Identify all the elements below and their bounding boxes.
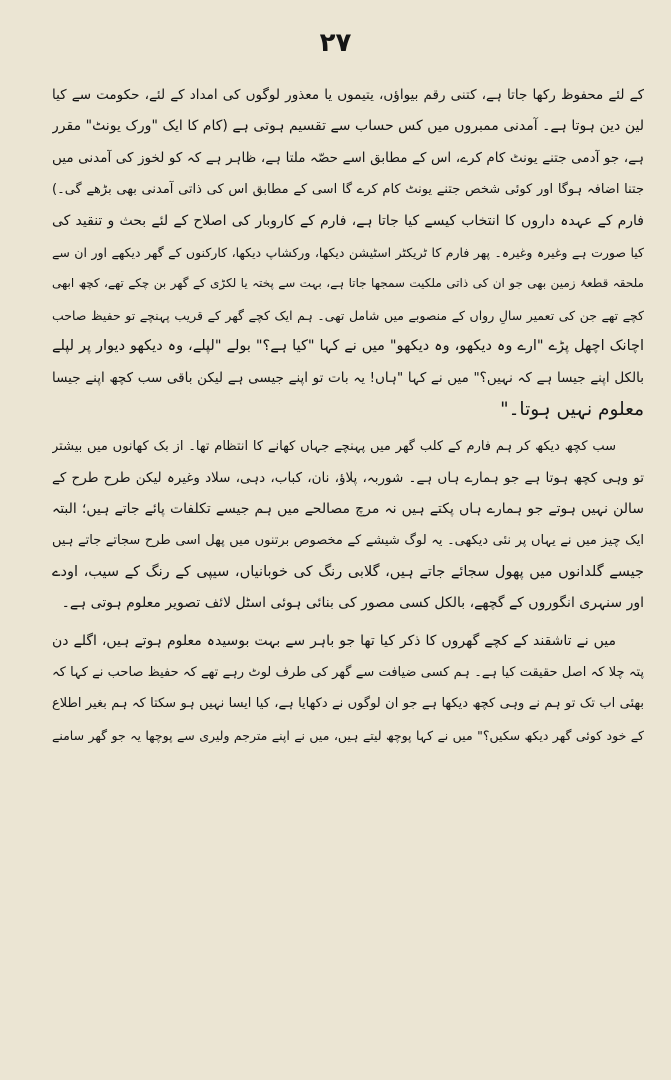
text-line: فارم کے عہدہ داروں کا انتخاب کیسے کیا جاتا ہے، فارم کے کاروبار کی اصلاح کے لئے بحث و تنقید کی — [52, 212, 644, 229]
text-line: کچے تھے جن کی تعمیر سالِ رواں کے منصوبے میں شامل تھی۔ ہم ایک کچے گھر کے قریب پہنچے تو حفیظ صاحب — [52, 307, 644, 323]
text-line: ایک چیز میں نے یہاں پر نئی دیکھی۔ یہ لوگ شیشے کے مخصوص برتنوں میں پھل اسی طرح سجاتے جاتے ہیں — [52, 533, 644, 549]
paragraph — [52, 431, 644, 619]
text-line: سب کچھ دیکھ کر ہم فارم کے کلب گھر میں پہنچے جہاں کھانے کا انتظام تھا۔ از بک کھانوں میں بیشتر — [52, 439, 616, 455]
text-line: سالن نہیں ہوتے جو ہمارے ہاں پکتے ہیں نہ مرچ مصالحے میں ہم جیسے تکلفات پائے جاتے ہیں؛ البتہ — [52, 501, 644, 518]
text-line: لین دین ہوتا ہے۔ آمدنی ممبروں میں کس حساب سے تقسیم ہوتی ہے (کام کا ایک "ورک یونٹ" مقرر — [52, 118, 644, 135]
page-body — [52, 80, 644, 751]
text-line: جتنا اضافہ ہوگا اور کوئی شخص جتنے یونٹ کام کرے گا اسی کے مطابق اس کی ذاتی آمدنی بھی بڑھے گی۔) — [52, 182, 644, 198]
page-number: ۲۷ — [319, 28, 352, 58]
text-line: تو وہی کچھ ہوتا ہے جو ہمارے ہاں ہے۔ شوربہ، پلاؤ، نان، کباب، دہی، سلاد وغیرہ لیکن طرح طرح کے — [52, 469, 644, 486]
text-line: اچانک اچھل پڑے "ارے وہ دیکھو، وہ دیکھو" میں نے کہا "کیا ہے؟" بولے "لپلے، وہ دیکھو دیوار پر لپلے — [52, 338, 644, 355]
text-line: اور سنہری انگوروں کے گچھے، بالکل کسی مصور کی بنائی ہوئی اسٹل لائف تصویر معلوم ہوتی ہے۔ — [61, 595, 644, 612]
text-line: بھئی اب تک تو ہم نے وہی کچھ دیکھا ہے جو ان لوگوں نے دکھایا ہے، کیا ایسا نہیں ہو سکتا کہ ہم بغیر اطلاع — [52, 696, 644, 712]
text-line: کیا صورت ہے وغیرہ وغیرہ۔ پھر فارم کا ٹریکٹر اسٹیشن دیکھا، ورکشاپ دیکھا، کارکنوں کے گھر دیکھے اور ان سے — [52, 244, 644, 260]
text-line: کے خود کوئی گھر دیکھ سکیں؟" میں نے کہا پوچھ لیتے ہیں، میں نے اپنے مترجم ولیری سے پوچھا یہ جو گھر سامنے — [52, 727, 644, 743]
text-line: ہے، جو آدمی جتنے یونٹ کام کرے، اس کے مطابق اسے حصّہ ملتا ہے، ظاہر ہے کہ کو لخوز کی آمدنی میں — [52, 149, 644, 166]
text-line: ملحقہ قطعۂ زمین بھی جو ان کی ذاتی ملکیت سمجھا جاتا ہے، بہت سے پختہ یا لکڑی کے گھر بن چکے تھے، کچھ ابھی — [52, 276, 644, 291]
text-line: پتہ چلا کہ اصل حقیقت کیا ہے۔ ہم کسی ضیافت سے گھر کی طرف لوٹ رہے تھے کہ حفیظ صاحب نے کہا کہ — [52, 665, 644, 681]
text-line: میں نے تاشقند کے کچے گھروں کا ذکر کیا تھا جو باہر سے بہت بوسیدہ معلوم ہوتے ہیں، اگلے دن — [52, 632, 616, 649]
text-line: جیسے گلدانوں میں پھول سجائے جاتے ہیں، گلابی رنگ کی خوبانیاں، سیپی کے رنگ کے سیب، اودے — [52, 563, 644, 580]
text-line: بالکل اپنے جیسا ہے کہ نہیں؟" میں نے کہا "ہاں! یہ بات تو اپنے جیسی ہے لیکن باقی سب کچھ اپنے جیسا — [52, 369, 644, 386]
paragraph — [52, 80, 644, 425]
text-line: کے لئے محفوظ رکھا جاتا ہے، کتنی رقم بیواؤں، یتیموں یا معذور لوگوں کی امداد کے لئے، حکومت سے کیا — [52, 87, 644, 103]
text-line: معلوم نہیں ہوتا۔" — [500, 398, 644, 420]
paragraph — [52, 626, 644, 752]
